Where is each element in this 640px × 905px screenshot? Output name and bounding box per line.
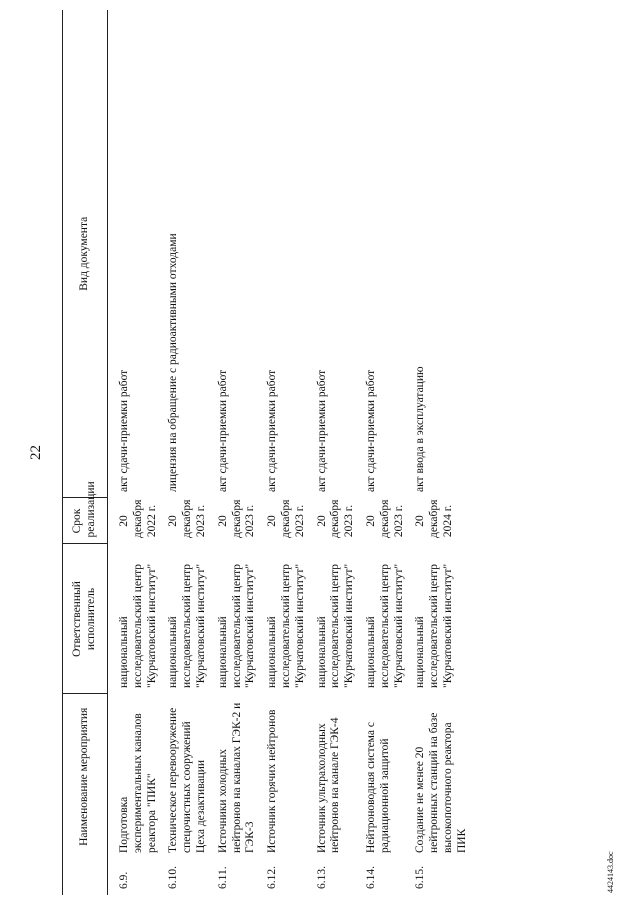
row-executor: национальный исследовательский центр "Курчатовский институт" xyxy=(167,563,207,688)
row-document: акт сдачи-приемки работ xyxy=(118,369,130,492)
table-body xyxy=(108,10,478,895)
row-executor: национальный исследовательский центр "Курчатовский институт" xyxy=(118,563,158,688)
row-deadline: 20 декабря 2023 г. xyxy=(364,499,405,538)
header-document: Вид документа xyxy=(63,10,108,498)
page-number: 22 xyxy=(28,445,44,460)
header-deadline: Срок реализации xyxy=(63,498,108,544)
header-executor: Ответственный исполнитель xyxy=(63,544,108,694)
row-number: 6.15. xyxy=(414,866,427,889)
row-executor: национальный исследовательский центр "Курчатовский институт" xyxy=(266,563,306,688)
measures-table xyxy=(62,10,478,895)
table-row xyxy=(266,10,315,895)
row-deadline: 20 декабря 2023 г. xyxy=(167,499,207,538)
table-row xyxy=(217,10,266,895)
row-deadline: 20 декабря 2024 г. xyxy=(414,499,454,538)
row-document: акт сдачи-приемки работ xyxy=(315,369,328,492)
table-row xyxy=(108,10,168,895)
row-name: Источник горячих нейтронов xyxy=(266,709,279,853)
row-document: акт сдачи-приемки работ xyxy=(364,369,377,492)
row-document: акт ввода в эксплуатацию xyxy=(414,366,427,492)
row-number: 6.12. xyxy=(266,866,279,889)
row-number: 6.13. xyxy=(315,866,328,889)
row-executor: национальный исследовательский центр "Курчатовский институт" xyxy=(364,563,405,688)
row-name: Нейтроноводная система с радиационной защитой xyxy=(364,722,391,853)
row-number: 6.9. xyxy=(118,871,130,889)
row-name: Создание не менее 20 нейтронных станций на базе высокопоточного реактора ПИК xyxy=(414,712,468,853)
row-number: 6.14. xyxy=(364,866,377,889)
row-number: 6.10. xyxy=(167,866,180,889)
row-document: лицензия на обращение с радиоактивными отходами xyxy=(167,233,180,492)
row-executor: национальный исследовательский центр "Курчатовский институт" xyxy=(216,563,257,688)
header-name: Наименование мероприятия xyxy=(63,694,108,859)
table-row xyxy=(365,10,414,895)
row-name: Подготовка экспериментальных каналов реактора "ПИК" xyxy=(118,713,158,853)
table-row xyxy=(167,10,216,895)
row-deadline: 20 декабря 2023 г. xyxy=(315,499,356,538)
row-number: 6.11. xyxy=(216,866,229,889)
row-executor: национальный исследовательский центр "Курчатовский институт" xyxy=(315,563,356,688)
table-header-row xyxy=(63,10,108,895)
footer-filename: 4424143.doc xyxy=(606,851,615,893)
row-name: Источник ультрахолодных нейтронов на канале ГЭК-4 xyxy=(315,717,342,853)
row-document: акт сдачи-приемки работ xyxy=(266,369,279,492)
header-num xyxy=(63,859,108,895)
row-document: акт сдачи-приемки работ xyxy=(216,369,229,492)
row-name: Источники холодных нейтронов на каналах ГЭК-2 и ГЭК-3 xyxy=(216,702,257,853)
table-row xyxy=(414,10,477,895)
row-deadline: 20 декабря 2023 г. xyxy=(266,499,306,538)
row-deadline: 20 декабря 2023 г. xyxy=(216,499,257,538)
row-name: Техническое перевооружение спецочистных сооружений Цеха дезактивации xyxy=(167,707,207,853)
row-deadline: 20 декабря 2022 г. xyxy=(118,499,158,538)
table-row xyxy=(316,10,365,895)
row-executor: национальный исследовательский центр "Курчатовский институт" xyxy=(414,563,454,688)
